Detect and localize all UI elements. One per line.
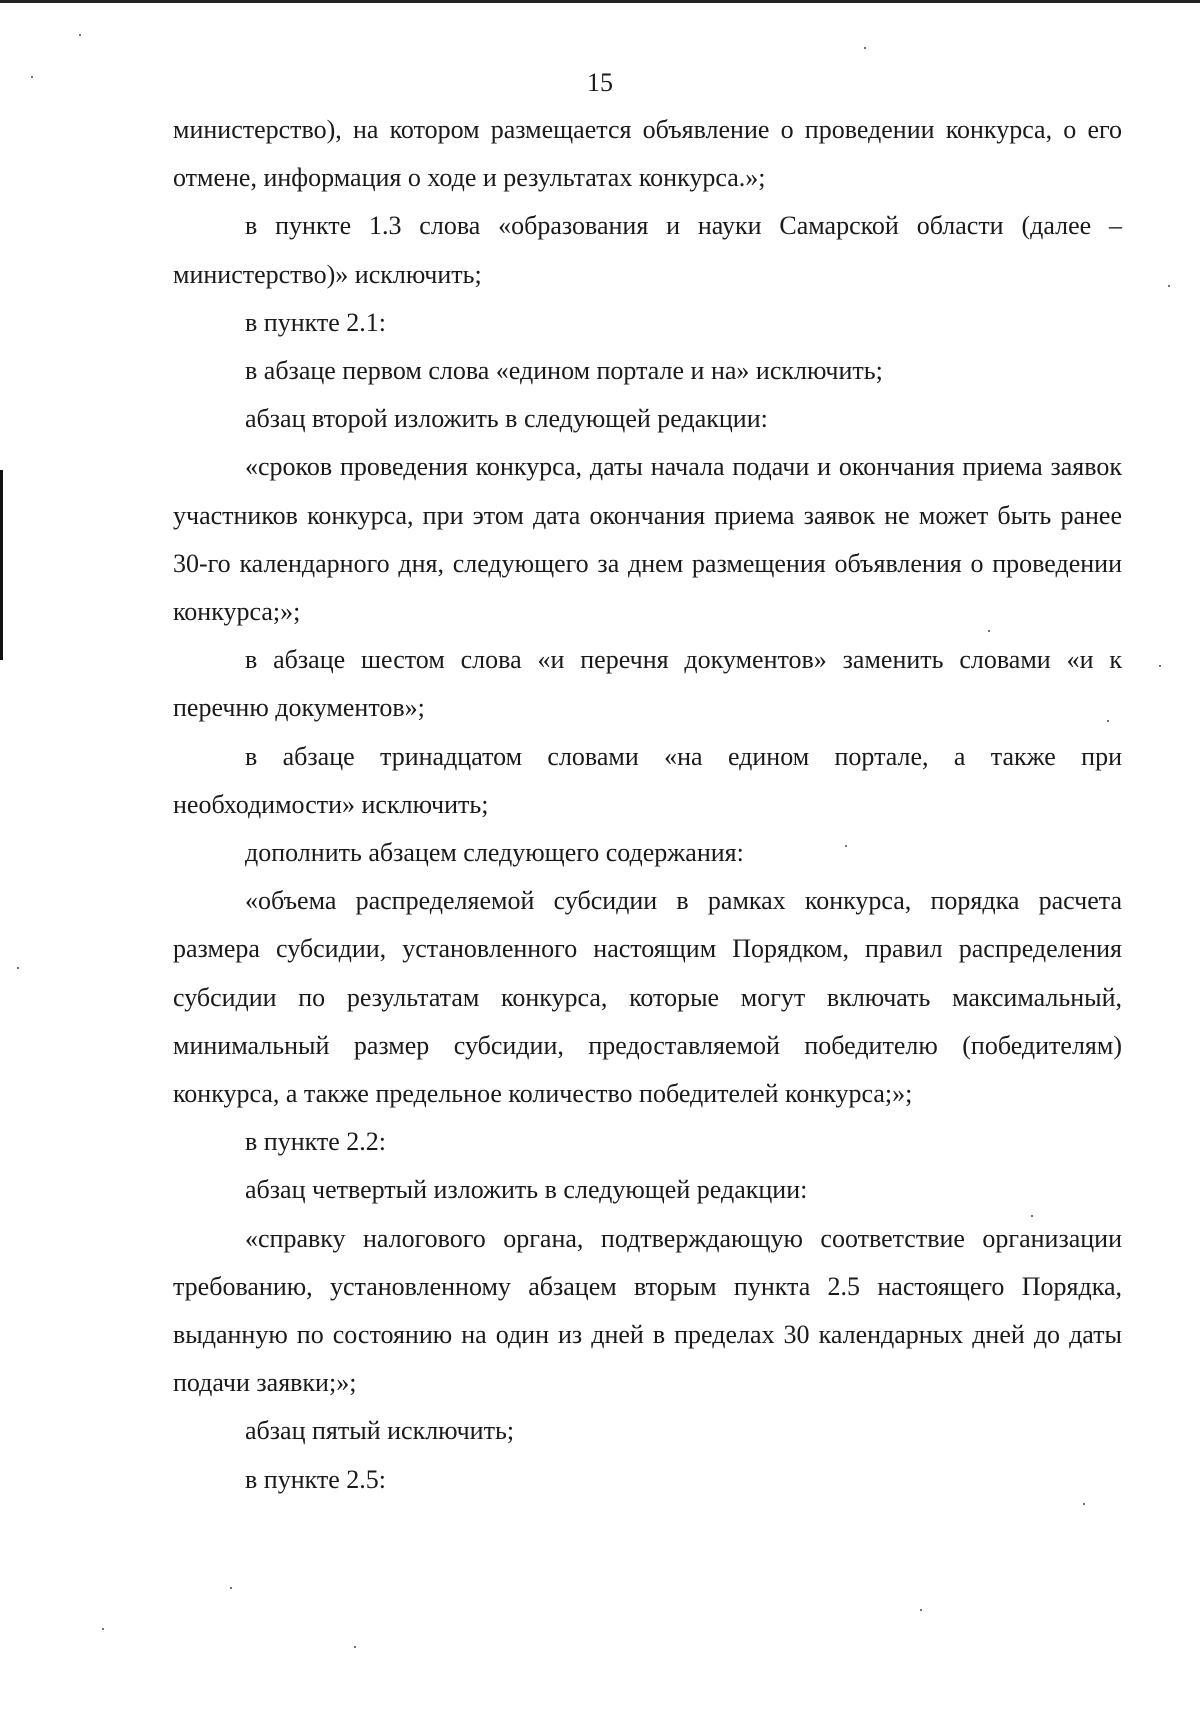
paragraph: «сроков проведения конкурса, даты начала подачи и окончания приема заявок участников конкурса, при этом дата окончания приема заявок не может быть ранее 30-го календарного дня, следующего за днем размещения объявления о проведении конкурса;»; [173, 452, 1122, 627]
paragraph: дополнить абзацем следующего содержания: [245, 838, 744, 868]
paragraph: «объема распределяемой субсидии в рамках конкурса, порядка расчета размера субсидии, установленного настоящим Порядком, правил распределения субсидии по результатам конкурса, которые могут включать максимальный, минимальный размер субсидии, предоставляемой победителю (победителям) конкурса, а также предельное количество победителей конкурса;»; [173, 886, 1122, 1109]
paragraph: абзац второй изложить в следующей редакции: [245, 404, 768, 434]
scan-top-border [0, 0, 1200, 3]
paragraph: «справку налогового органа, подтверждающую соответствие организации требованию, установленному абзацем вторым пункта 2.5 настоящего Порядка, выданную по состоянию на один из дней в пределах 30 календарных дней до даты подачи заявки;»; [173, 1223, 1122, 1398]
paragraph: в пункте 1.3 слова «образования и науки Самарской области (далее – министерство)» исключить; [173, 211, 1122, 289]
document-body [173, 106, 1122, 1504]
paragraph: в пункте 2.5: [245, 1464, 387, 1494]
paragraph-continuation: министерство), на котором размещается объявление о проведении конкурса, о его отмене, информация о ходе и результатах конкурса.»; [173, 115, 1122, 193]
paragraph: абзац пятый исключить; [245, 1416, 515, 1446]
paragraph: в пункте 2.2: [245, 1127, 387, 1157]
paragraph: в абзаце первом слова «едином портале и на» исключить; [245, 356, 883, 386]
paragraph: в абзаце шестом слова «и перечня документов» заменить словами «и к перечню документов»; [173, 645, 1122, 723]
paragraph: в абзаце тринадцатом словами «на едином портале, а также при необходимости» исключить; [173, 741, 1122, 819]
paragraph: в пункте 2.1: [245, 307, 387, 337]
page-number: 15 [587, 68, 613, 97]
paragraph: абзац четвертый изложить в следующей редакции: [245, 1175, 808, 1205]
scan-left-edge-mark [0, 470, 3, 660]
